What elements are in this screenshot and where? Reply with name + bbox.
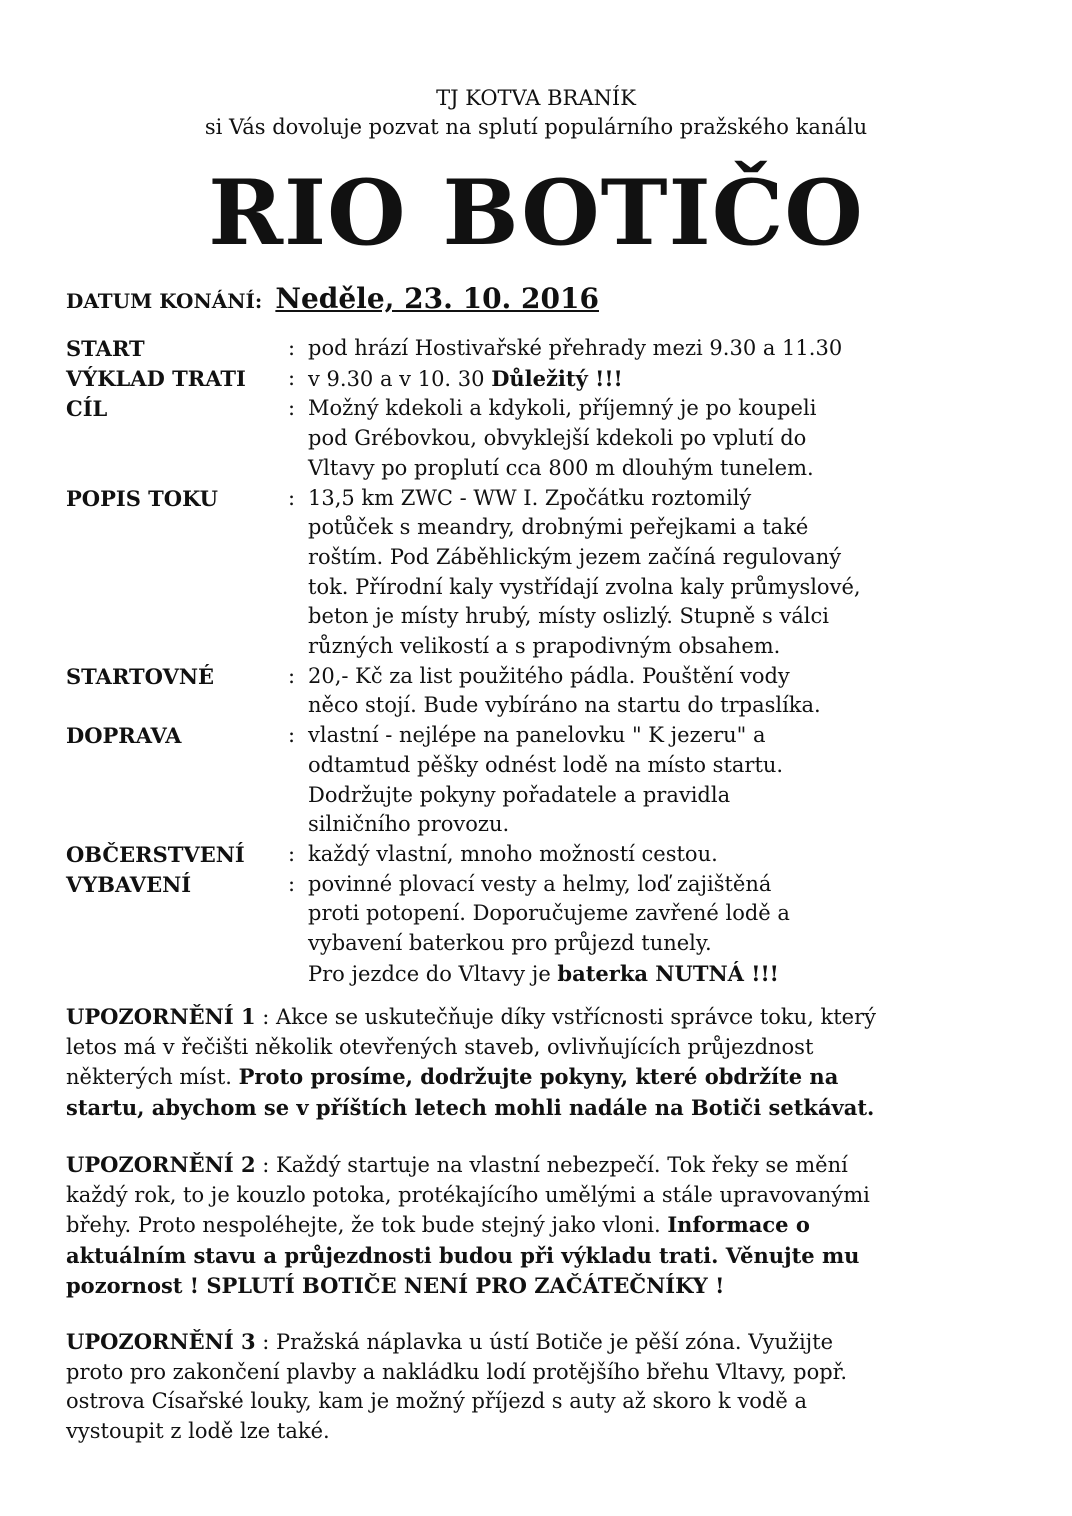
info-colon: :: [288, 871, 296, 896]
info-label: VÝKLAD TRATI: [66, 365, 246, 391]
warning-1: UPOZORNĚNÍ 1 : Akce se uskutečňuje díky vstřícnosti správce toku, který letos má v řečišti několik otevřených staveb, ovlivňujících průjezdnost některých míst. Proto prosíme, dodržujte pokyny, které obdržíte na startu, abychom se v příštích letech mohli nadále na Botiči setkávat.: [66, 1004, 877, 1120]
title-word-2: BOTIČO: [442, 160, 864, 266]
info-value: každý vlastní, mnoho možností cestou.: [308, 841, 718, 866]
info-label: START: [66, 336, 145, 361]
info-row-obcerstveni: [66, 840, 1026, 870]
info-row-start: [66, 334, 1026, 364]
event-info: [66, 334, 1026, 989]
date-label: DATUM KONÁNÍ:: [66, 289, 263, 313]
date-value: Neděle, 23. 10. 2016: [275, 282, 599, 315]
info-colon: :: [288, 663, 296, 688]
info-value: vlastní - nejlépe na panelovku " K jezeru" a odtamtud pěšky odnést lodě na místo startu. Dodržujte pokyny pořadatele a pravidla silničního provozu.: [308, 723, 784, 837]
info-label: CÍL: [66, 396, 108, 422]
info-row-cil: [66, 394, 1026, 483]
event-date: [66, 282, 599, 315]
info-row-doprava: [66, 721, 1026, 840]
event-title: [0, 158, 1072, 268]
info-colon: :: [288, 396, 296, 421]
info-label: VYBAVENÍ: [66, 871, 192, 897]
warning-label: UPOZORNĚNÍ 3: [66, 1329, 256, 1354]
title-word-1: RIO: [208, 160, 407, 266]
info-value: v 9.30 a v 10. 30 Důležitý !!!: [308, 365, 623, 391]
info-row-vyklad: [66, 364, 1026, 395]
info-colon: :: [288, 485, 296, 510]
info-value: 13,5 km ZWC - WW I. Zpočátku roztomilý potůček s meandry, drobnými peřejkami a také roštím. Pod Záběhlickým jezem začíná regulovaný tok. Přírodní kaly vystřídají zvolna kaly průmyslové, beton je místy hrubý, místy oslizlý. Stupně s válci různých velikostí a s prapodivným obsahem.: [308, 485, 861, 659]
warning-label: UPOZORNĚNÍ 2: [66, 1152, 256, 1177]
info-label: STARTOVNÉ: [66, 663, 215, 689]
info-value: pod hrází Hostivařské přehrady mezi 9.30 a 11.30: [308, 336, 843, 360]
info-row-popis: [66, 484, 1026, 662]
info-colon: :: [288, 723, 296, 748]
info-colon: :: [288, 841, 296, 866]
info-colon: :: [288, 336, 296, 360]
organizer: TJ KOTVA BRANÍK: [436, 86, 636, 110]
info-label: POPIS TOKU: [66, 485, 218, 511]
warning-2: UPOZORNĚNÍ 2 : Každý startuje na vlastní nebezpečí. Tok řeky se mění každý rok, to je kouzlo potoka, protékajícího umělými a stále upravovanými břehy. Proto nespoléhejte, že tok bude stejný jako vloni. Informace o aktuálním stavu a průjezdnosti budou při výkladu trati. Věnujte mu pozornost ! SPLUTÍ BOTIČE NENÍ PRO ZAČÁTEČNÍKY !: [66, 1152, 870, 1298]
warning-label: UPOZORNĚNÍ 1: [66, 1004, 256, 1029]
info-label: OBČERSTVENÍ: [66, 841, 245, 867]
info-value: povinné plovací vesty a helmy, loď zajištěná proti potopení. Doporučujeme zavřené lodě a vybavení baterkou pro průjezd tunely. Pro jezdce do Vltavy je baterka NUTNÁ !!!: [308, 871, 790, 986]
info-value: Možný kdekoli a kdykoli, příjemný je po koupeli pod Grébovkou, obvyklejší kdekoli po vplutí do Vltavy po proplutí cca 800 m dlouhým tunelem.: [308, 396, 817, 480]
info-value: 20,- Kč za list použitého pádla. Pouštění vody něco stojí. Bude vybíráno na startu do trpaslíka.: [308, 663, 821, 718]
warning-3: UPOZORNĚNÍ 3 : Pražská náplavka u ústí Botiče je pěší zóna. Využijte proto pro zakončení plavby a nakládku lodí protějšího břehu Vltavy, popř. ostrova Císařské louky, kam je možný příjezd s auty až skoro k vodě a vystoupit z lodě lze také.: [66, 1329, 848, 1443]
info-label: DOPRAVA: [66, 723, 182, 749]
info-colon: :: [288, 365, 296, 390]
info-row-startovne: [66, 662, 1026, 721]
invitation-line: si Vás dovoluje pozvat na splutí populárního pražského kanálu: [204, 115, 868, 139]
info-row-vybaveni: [66, 870, 1026, 990]
